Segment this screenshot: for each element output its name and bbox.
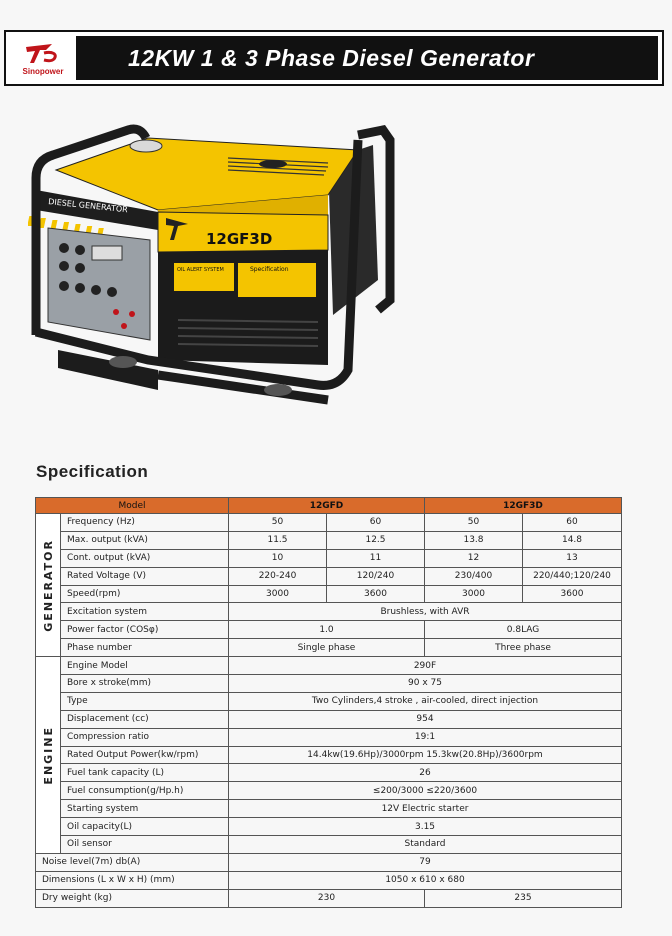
cell: 3600: [327, 585, 425, 603]
table-row: [36, 585, 622, 603]
cell: 0.8LAG: [425, 621, 622, 639]
header-12gf3d: 12GF3D: [425, 498, 622, 514]
cell: 120/240: [327, 567, 425, 585]
row-label: Fuel consumption(g/Hp.h): [61, 782, 229, 800]
cell: 60: [523, 514, 622, 532]
cell: 50: [229, 514, 327, 532]
generator-photo: [28, 100, 428, 440]
row-label: Oil sensor: [61, 836, 229, 854]
table-row: [36, 818, 622, 836]
row-label: Speed(rpm): [61, 585, 229, 603]
cell: Three phase: [425, 639, 622, 657]
cell: 10: [229, 549, 327, 567]
row-label: Frequency (Hz): [61, 514, 229, 532]
header-12gfd: 12GFD: [229, 498, 425, 514]
table-row: [36, 782, 622, 800]
cell: 220/440;120/240: [523, 567, 622, 585]
row-label: Excitation system: [61, 603, 229, 621]
sinopower-logo-icon: [22, 41, 64, 67]
cell: 1.0: [229, 621, 425, 639]
spec-table: [35, 497, 622, 908]
table-row: [36, 621, 622, 639]
cell: 290F: [229, 657, 622, 675]
table-row: [36, 657, 622, 675]
cell: 3600: [523, 585, 622, 603]
cell: 12V Electric starter: [229, 800, 622, 818]
row-label: Engine Model: [61, 657, 229, 675]
generator-section-label: GENERATOR: [41, 538, 55, 632]
row-label: Compression ratio: [61, 728, 229, 746]
row-label: Fuel tank capacity (L): [61, 764, 229, 782]
row-label: Rated Voltage (V): [61, 567, 229, 585]
cell: 230/400: [425, 567, 523, 585]
table-row: [36, 746, 622, 764]
row-label: Power factor (COSφ): [61, 621, 229, 639]
cell: ≤200/3000 ≤220/3600: [229, 782, 622, 800]
table-row: [36, 728, 622, 746]
page-title: 12KW 1 & 3 Phase Diesel Generator: [128, 44, 535, 71]
table-row: [36, 800, 622, 818]
table-row: [36, 836, 622, 854]
cell: 90 x 75: [229, 675, 622, 693]
cell: 12: [425, 549, 523, 567]
cell: 954: [229, 710, 622, 728]
cell: 13: [523, 549, 622, 567]
panel-label: DIESEL GENERATOR: [47, 197, 129, 215]
table-row: [36, 764, 622, 782]
cell: Two Cylinders,4 stroke , air-cooled, direct injection: [229, 692, 622, 710]
table-row: [36, 531, 622, 549]
title-banner: [4, 30, 664, 86]
cell: 12.5: [327, 531, 425, 549]
warning-sticker-text: OIL ALERT SYSTEM: [177, 267, 224, 273]
row-label: Bore x stroke(mm): [61, 675, 229, 693]
cell: Standard: [229, 836, 622, 854]
logo-text: Sinopower: [22, 66, 64, 76]
cell: 14.8: [523, 531, 622, 549]
cell: 50: [425, 514, 523, 532]
row-label: Phase number: [61, 639, 229, 657]
row-label: Starting system: [61, 800, 229, 818]
table-row: [36, 692, 622, 710]
header-model: Model: [36, 498, 229, 514]
title-banner-inner: [10, 36, 658, 80]
sinopower-logo: [10, 36, 76, 80]
engine-section-label: ENGINE: [41, 725, 55, 785]
generator-section: [36, 514, 61, 657]
cell: 14.4kw(19.6Hp)/3000rpm 15.3kw(20.8Hp)/3600rpm: [229, 746, 622, 764]
row-label: Dimensions (L x W x H) (mm): [36, 871, 229, 889]
cell: 3000: [229, 585, 327, 603]
table-header-row: [36, 498, 622, 514]
cell: 3.15: [229, 818, 622, 836]
table-row: [36, 549, 622, 567]
cell: 3000: [425, 585, 523, 603]
cell: Single phase: [229, 639, 425, 657]
row-label: Cont. output (kVA): [61, 549, 229, 567]
engine-section: [36, 657, 61, 854]
table-row: [36, 567, 622, 585]
table-row: [36, 514, 622, 532]
row-label: Dry weight (kg): [36, 889, 229, 907]
cell: 220-240: [229, 567, 327, 585]
table-row: [36, 639, 622, 657]
table-row: [36, 603, 622, 621]
row-label: Rated Output Power(kw/rpm): [61, 746, 229, 764]
cell: Brushless, with AVR: [229, 603, 622, 621]
table-row: [36, 710, 622, 728]
cell: 26: [229, 764, 622, 782]
row-label: Max. output (kVA): [61, 531, 229, 549]
spec-sticker-text: Specification: [250, 266, 289, 273]
cell: 11: [327, 549, 425, 567]
cell: 1050 x 610 x 680: [229, 871, 622, 889]
table-row: [36, 853, 622, 871]
cell: 79: [229, 853, 622, 871]
spec-title: Specification: [36, 462, 149, 481]
row-label: Displacement (cc): [61, 710, 229, 728]
cell: 235: [425, 889, 622, 907]
cell: 19:1: [229, 728, 622, 746]
model-badge: 12GF3D: [206, 230, 273, 248]
cell: 230: [229, 889, 425, 907]
row-label: Type: [61, 692, 229, 710]
cell: 11.5: [229, 531, 327, 549]
table-row: [36, 871, 622, 889]
row-label: Noise level(7m) db(A): [36, 853, 229, 871]
table-row: [36, 889, 622, 907]
table-row: [36, 675, 622, 693]
row-label: Oil capacity(L): [61, 818, 229, 836]
cell: 13.8: [425, 531, 523, 549]
cell: 60: [327, 514, 425, 532]
